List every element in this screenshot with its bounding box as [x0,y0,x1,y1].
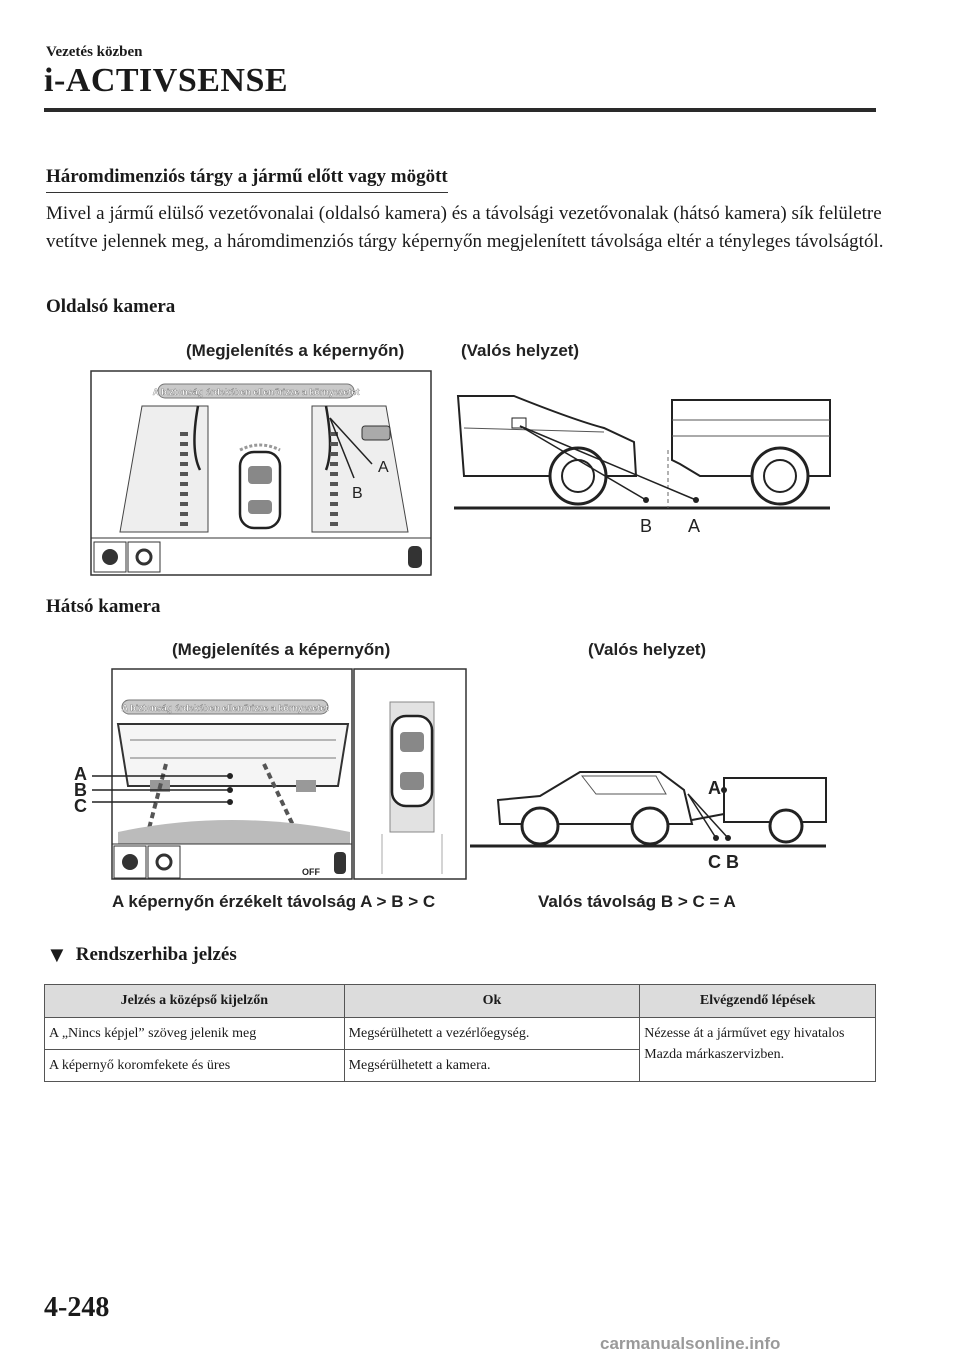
car-sensor-icon [334,852,346,874]
section-paragraph: Mivel a jármű elülső vezetővonalai (oldalsó kamera) és a távolsági vezetővonalak (hátsó kamera) sík felületre vetítve jelennek meg, a háromdimenziós tárgy képernyőn megjelenített távolsága eltér a tényleges távolságtól. [46,203,884,252]
table-cell-cause: Megsérülhetett a vezérlőegység. [344,1018,640,1050]
side-real-marker-a: A [688,516,701,536]
rear-screen-marker-a: A [74,764,87,784]
error-section-heading [46,942,237,968]
triangle-down-icon: ▼ [46,942,68,967]
table-header-cell: Ok [344,985,640,1018]
side-real-label: (Valós helyzet) [461,341,580,360]
table-header-cell: Elvégzendő lépések [640,985,876,1018]
rear-screen-label: (Megjelenítés a képernyőn) [172,640,391,659]
title-rule [44,108,876,112]
side-banner-text: A biztonság érdekében ellenőrizze a környezetet [152,387,360,397]
side-camera-real-illustration [454,380,834,540]
table-cell-action: Nézesse át a járművet egy hivatalos Mazda márkaszervizben. [640,1018,876,1082]
rear-camera-screen-illustration [70,668,468,882]
off-label: OFF [302,867,320,877]
side-real-marker-b: B [640,516,653,536]
table-header-cell: Jelzés a középső kijelzőn [45,985,345,1018]
table-row [45,1018,876,1050]
page-number: 4-248 [44,1292,110,1323]
rear-camera-real-illustration [470,764,830,874]
error-table [44,984,876,1082]
table-cell-indication: A „Nincs képjel” szöveg jelenik meg [45,1018,345,1050]
rear-real-marker-c: C [708,852,721,872]
table-cell-indication: A képernyő koromfekete és üres [45,1050,345,1082]
rear-real-marker-b: B [726,852,739,872]
side-camera-screen-illustration [90,370,432,576]
camera-mode-icon [102,549,118,565]
rear-real-label: (Valós helyzet) [588,640,707,659]
side-screen-marker-a: A [378,459,389,476]
error-heading-text: Rendszerhiba jelzés [75,944,237,965]
table-header-row [45,985,876,1018]
rear-real-marker-a: A [708,778,721,798]
rear-camera-heading: Hátsó kamera [46,596,161,617]
side-camera-heading: Oldalsó kamera [46,296,176,317]
rear-banner-text: A biztonság érdekében ellenőrizze a környezetet [121,703,329,713]
rear-real-caption: Valós távolság B > C = A [538,892,736,911]
section-heading: Háromdimenziós tárgy a jármű előtt vagy mögött [46,164,448,193]
rear-screen-caption: A képernyőn érzékelt távolság A > B > C [112,892,436,911]
camera-mode-icon [122,854,138,870]
side-screen-marker-b: B [352,485,363,502]
rear-screen-marker-c: C [74,796,87,816]
car-sensor-icon [408,546,422,568]
chapter-title: i-ACTIVSENSE [44,62,289,99]
table-cell-cause: Megsérülhetett a kamera. [344,1050,640,1082]
rear-screen-marker-b: B [74,780,87,800]
watermark: carmanualsonline.info [600,1334,781,1353]
side-screen-label: (Megjelenítés a képernyőn) [186,341,405,360]
running-head: Vezetés közben [46,44,143,60]
